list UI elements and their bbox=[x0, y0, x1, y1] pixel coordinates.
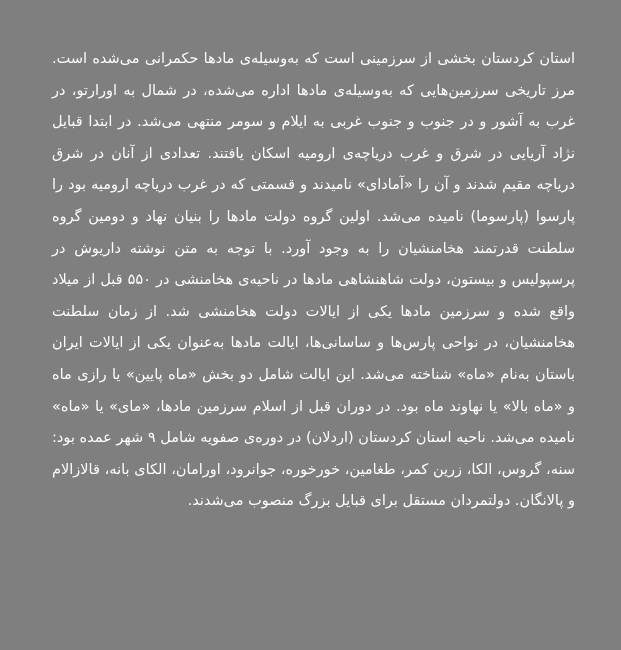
body-paragraph: استان کردستان بخشی از سرزمینی است که به‌وسیله‌ی مادها حکمرانی می‌شده است. مرز تاریخی سرزمین‌هایی که به‌وسیله‌ی مادها اداره می‌شده، در شمال به اورارتو، در غرب به آشور و در جنوب و جنوب غربی به ایلام و سومر منتهی می‌شد. در ابتدا قبایل نژاد آریایی در شرق و غرب دریاچه‌ی ارومیه اسکان یافتند. تعدادی از آنان در شرق دریاچه مقیم شدند و آن را «آمادای» نامیدند و قسمتی که در غرب دریاچه ارومیه بود را پارسوا (پارسوما) نامیده می‌شد. اولین گروه دولت مادها را بنیان نهاد و دومین گروه سلطنت قدرتمند هخامنشیان را به وجود آورد. با توجه به متن نوشته داریوش در پرسپولیس و بیستون، دولت شاهنشاهی مادها در ناحیه‌ی هخامنشی در ۵۵۰ قبل از میلاد واقع شده و سرزمین مادها یکی از ایالات دولت هخامنشی شد. از زمان سلطنت هخامنشیان، در نواحی پارس‌ها و ساسانی‌ها، ایالت مادها به‌عنوان یکی از ایالات ایران باستان به‌نام «ماه» شناخته می‌شد. این ایالت شامل دو بخش «ماه پایین» یا رازی ماه و «ماه بالا» یا نهاوند ماه بود. در دوران قبل از اسلام سرزمین مادها، «مای» یا «ماه» نامیده می‌شد. ناحیه استان کردستان (اردلان) در دوره‌ی صفویه شامل ۹ شهر عمده بود: سنه، گروس، الکا، زرین کمر، طغامین، خورخوره، جوانرود، اورامان، الکای بانه، قالازالام و پالانگان. دولتمردان مستقل برای قبایل بزرگ منصوب می‌شدند. bbox=[52, 51, 576, 510]
